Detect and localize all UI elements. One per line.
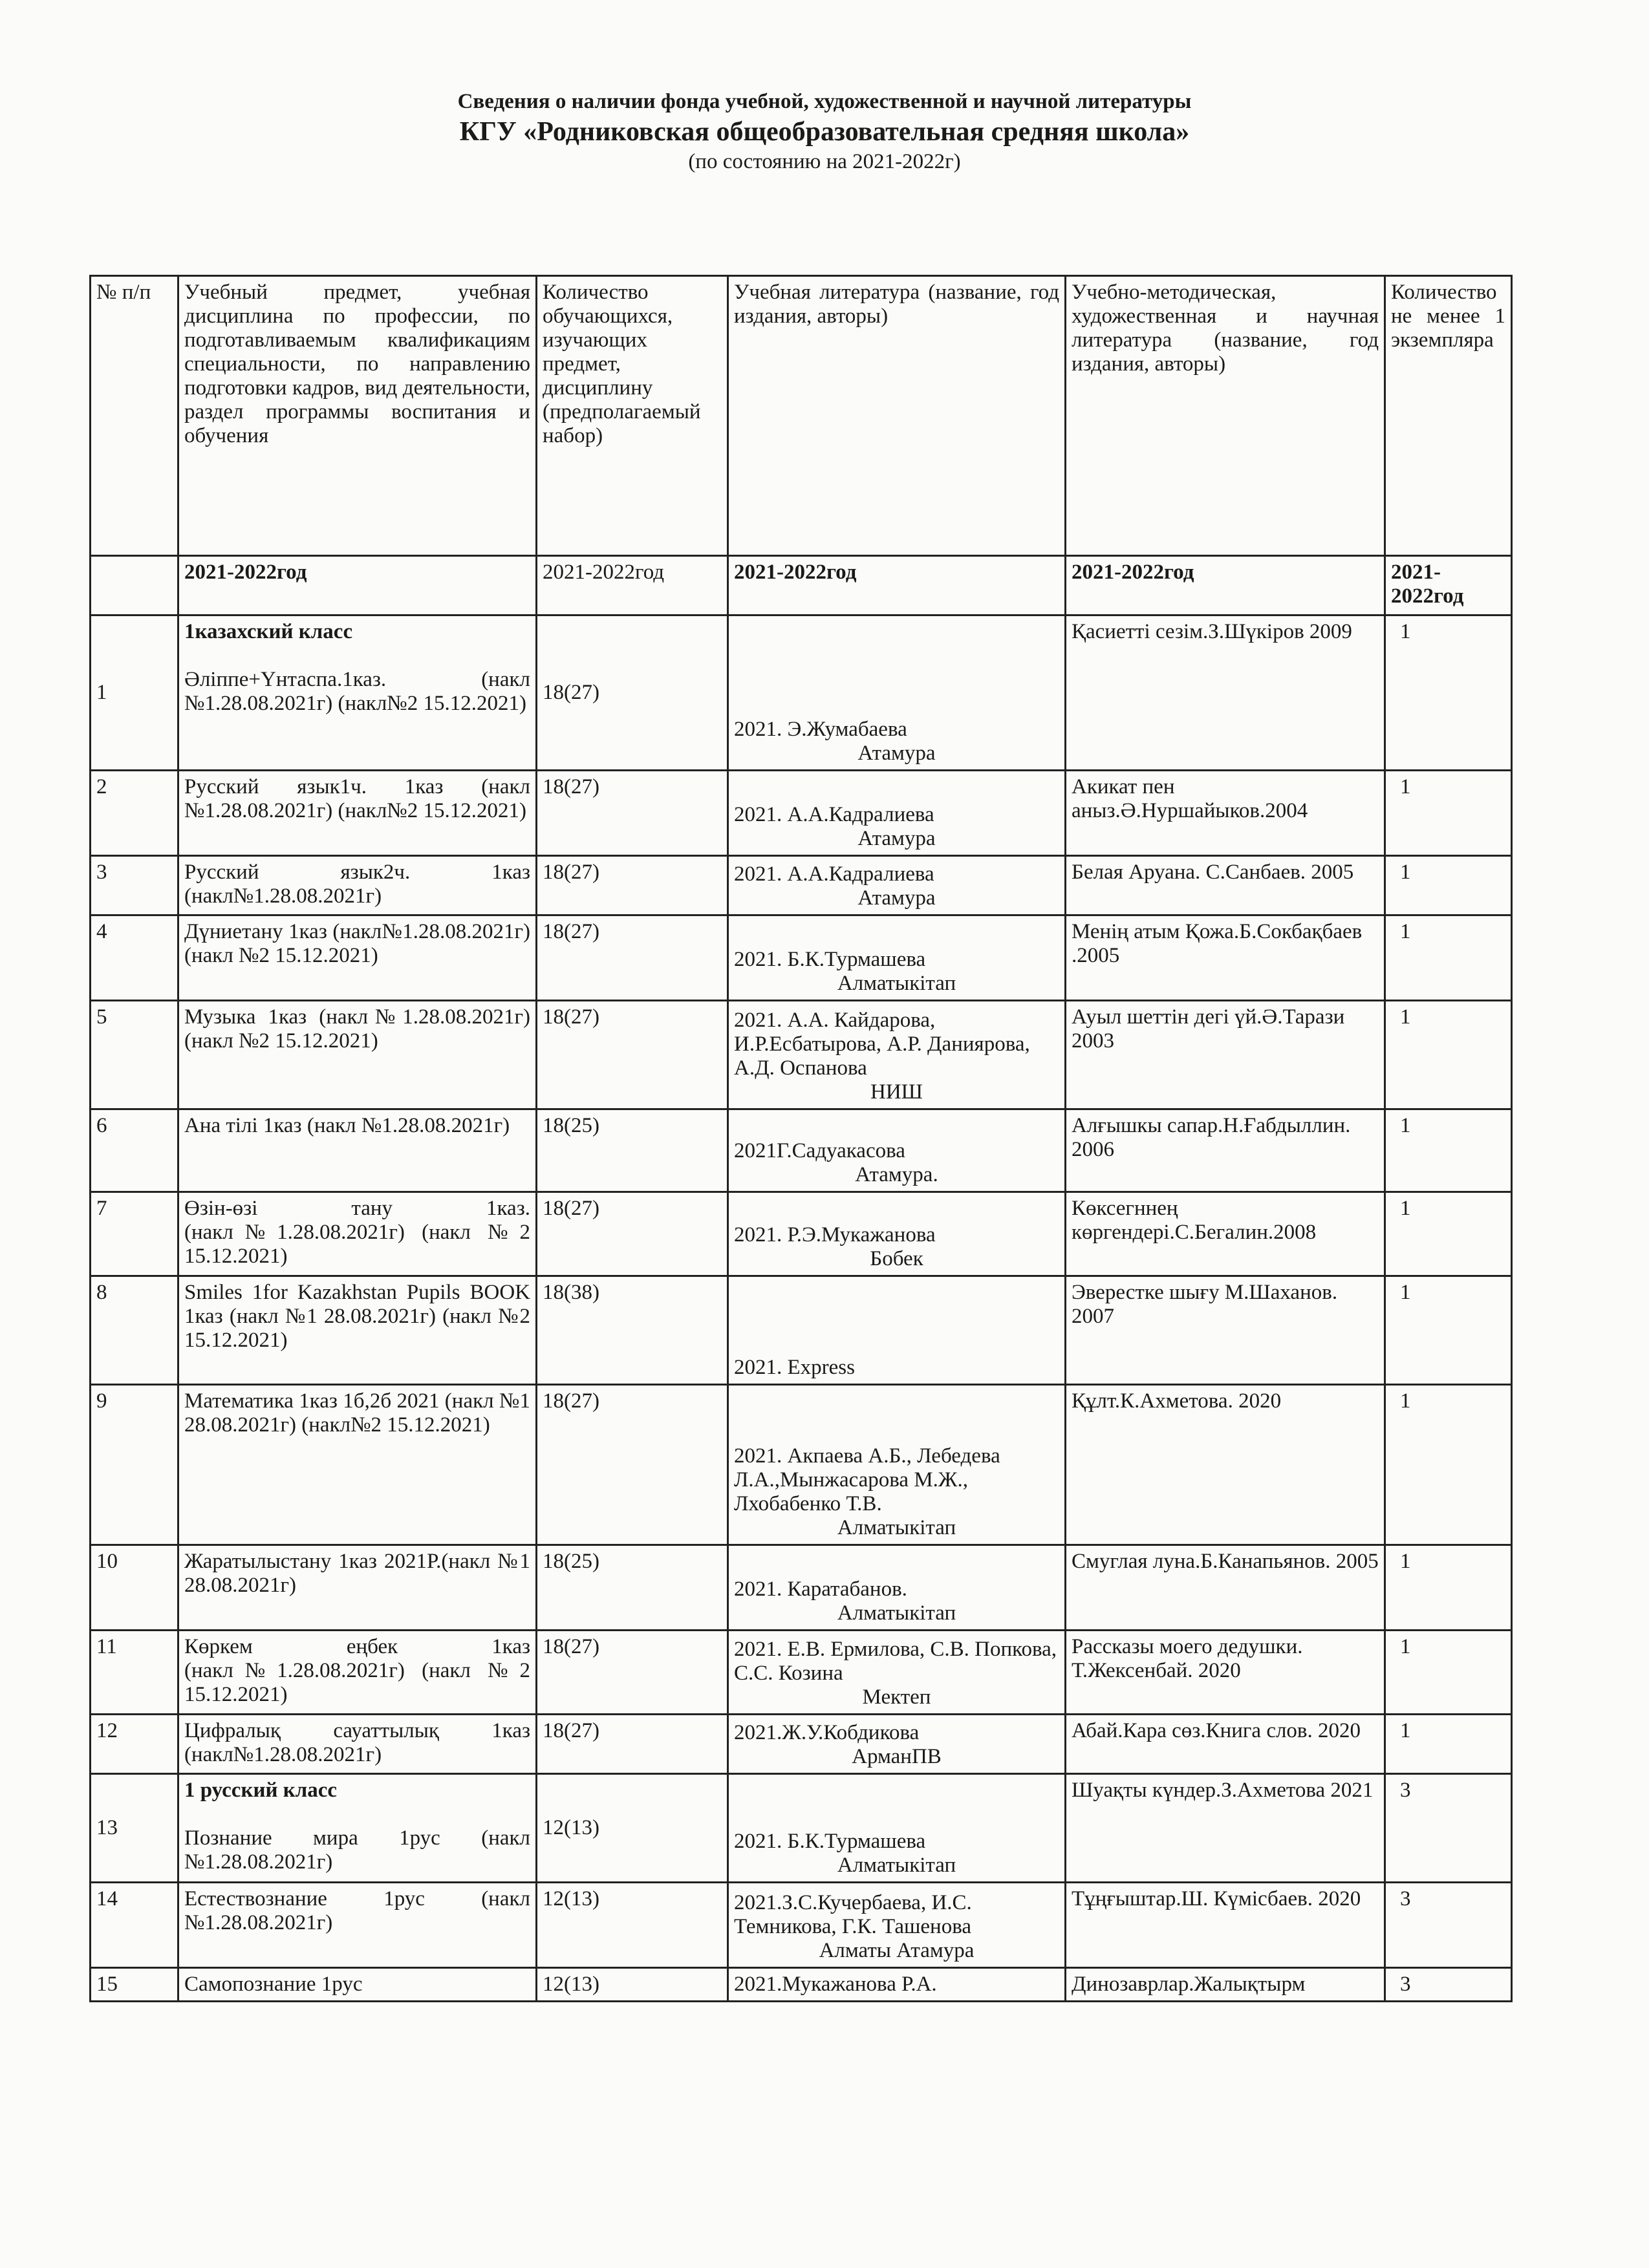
row-count	[1385, 615, 1512, 771]
subject-text: Естествознание 1рус (накл №1.28.08.2021г)	[184, 1887, 530, 1934]
row-num-value: 2	[96, 775, 107, 798]
row-count	[1385, 1968, 1512, 2002]
row-textbook	[728, 1001, 1066, 1109]
textbook-text: 2021. Б.К.Турмашева	[734, 948, 926, 971]
method-text: Рассказы моего дедушки. Т.Жексенбай. 2020	[1072, 1635, 1303, 1682]
row-method	[1066, 1774, 1385, 1883]
row-textbook	[728, 1774, 1066, 1883]
row-num-value: 12	[96, 1719, 118, 1742]
row-method	[1066, 1385, 1385, 1545]
row-count	[1385, 771, 1512, 856]
row-method	[1066, 1109, 1385, 1192]
row-textbook	[728, 771, 1066, 856]
students-value: 18(27)	[543, 1719, 599, 1742]
table-header-row	[91, 276, 1512, 556]
students-value: 18(27)	[543, 861, 599, 884]
table-row	[91, 1385, 1512, 1545]
header-textbook: Учебная литература (название, год издания, авторы)	[728, 276, 1066, 556]
count-value: 1	[1400, 1635, 1411, 1658]
method-text: Алғышкы сапар.Н.Ғабдыллин. 2006	[1072, 1114, 1351, 1161]
textbook-text: 2021. А.А. Кайдарова, И.Р.Есбатырова, А.Р. Даниярова, А.Д. Оспанова	[734, 1009, 1030, 1080]
section-title: 1казахский класс	[184, 620, 353, 643]
students-value: 18(27)	[543, 681, 599, 704]
table-row	[91, 1968, 1512, 2002]
row-textbook	[728, 1192, 1066, 1276]
row-textbook	[728, 915, 1066, 1001]
method-text: Шуақты күндер.З.Ахметова 2021	[1072, 1779, 1374, 1802]
publisher-text: Алматыкітап	[837, 972, 956, 995]
table-row	[91, 1631, 1512, 1715]
row-subject	[178, 1001, 537, 1109]
table-row	[91, 1545, 1512, 1631]
table-row	[91, 915, 1512, 1001]
year-empty	[91, 556, 178, 615]
row-students	[537, 615, 728, 771]
count-value: 3	[1400, 1779, 1411, 1802]
publisher-text: Атамура	[857, 886, 936, 910]
row-num	[91, 615, 178, 771]
students-value: 18(27)	[543, 920, 599, 943]
row-num-value: 5	[96, 1005, 107, 1029]
row-students	[537, 1631, 728, 1715]
textbook-text: 2021. Б.К.Турмашева	[734, 1830, 926, 1853]
row-textbook	[728, 1968, 1066, 2002]
row-num	[91, 1545, 178, 1631]
row-count	[1385, 1715, 1512, 1774]
row-num	[91, 915, 178, 1001]
row-num	[91, 1276, 178, 1385]
section-gap	[184, 644, 530, 668]
row-count	[1385, 1001, 1512, 1109]
row-subject	[178, 856, 537, 915]
row-subject	[178, 771, 537, 856]
row-method	[1066, 1715, 1385, 1774]
publisher-text: Бобек	[870, 1247, 923, 1270]
row-subject	[178, 1276, 537, 1385]
row-students	[537, 1001, 728, 1109]
textbook-text: 2021. Е.В. Ермилова, С.В. Попкова, С.С. Козина	[734, 1638, 1057, 1685]
row-subject	[178, 1968, 537, 2002]
year-count: 2021-2022год	[1385, 556, 1512, 615]
method-text: Смуглая луна.Б.Канапьянов. 2005	[1072, 1550, 1379, 1573]
row-count	[1385, 1276, 1512, 1385]
row-count	[1385, 1883, 1512, 1968]
count-value: 1	[1400, 620, 1411, 643]
row-method	[1066, 1001, 1385, 1109]
publisher-text: Алматы Атамура	[819, 1939, 975, 1962]
publisher-text: НИШ	[870, 1080, 923, 1104]
row-subject	[178, 1385, 537, 1545]
row-num	[91, 1192, 178, 1276]
row-num	[91, 1385, 178, 1545]
row-num-value: 15	[96, 1973, 118, 1996]
row-num-value: 3	[96, 861, 107, 884]
row-num-value: 14	[96, 1887, 118, 1910]
method-text: Динозаврлар.Жалықтырм	[1072, 1973, 1306, 1996]
section-gap	[184, 1803, 530, 1826]
count-value: 1	[1400, 1281, 1411, 1304]
textbook-text: 2021.З.С.Кучербаева, И.С. Темникова, Г.К. Ташенова	[734, 1891, 972, 1938]
row-students	[537, 856, 728, 915]
row-count	[1385, 1109, 1512, 1192]
row-num-value: 8	[96, 1281, 107, 1304]
row-students	[537, 1109, 728, 1192]
publisher-text: Мектеп	[862, 1685, 931, 1709]
subject-text: Дүниетану 1каз (накл№1.28.08.2021г) (накл №2 15.12.2021)	[184, 920, 530, 967]
count-value: 1	[1400, 1389, 1411, 1413]
textbook-text: 2021.Ж.У.Кобдикова	[734, 1721, 920, 1744]
count-value: 1	[1400, 1719, 1411, 1742]
row-students	[537, 915, 728, 1001]
row-num	[91, 1631, 178, 1715]
row-textbook	[728, 1883, 1066, 1968]
row-students	[537, 1968, 728, 2002]
row-method	[1066, 615, 1385, 771]
count-value: 1	[1400, 1005, 1411, 1029]
row-textbook	[728, 856, 1066, 915]
row-num	[91, 1883, 178, 1968]
students-value: 12(13)	[543, 1887, 599, 1910]
row-num-value: 7	[96, 1197, 107, 1220]
students-value: 18(27)	[543, 1635, 599, 1658]
row-subject	[178, 1883, 537, 1968]
row-num-value: 4	[96, 920, 107, 943]
publisher-text: АрманПВ	[852, 1745, 942, 1768]
method-text: Менің атым Қожа.Б.Сокбақбаев .2005	[1072, 920, 1363, 967]
header-subject: Учебный предмет, учебная дисциплина по профессии, по подготавливаемым квалификациям специальности, по направлению подготовки кадров, вид деятельности, раздел программы воспитания и обучения	[178, 276, 537, 556]
method-text: Ауыл шеттін дегі үй.Ә.Тарази 2003	[1072, 1005, 1345, 1053]
row-students	[537, 1192, 728, 1276]
row-count	[1385, 1774, 1512, 1883]
students-value: 18(25)	[543, 1114, 599, 1137]
row-subject	[178, 615, 537, 771]
row-count	[1385, 915, 1512, 1001]
count-value: 1	[1400, 1197, 1411, 1220]
table-row	[91, 1883, 1512, 1968]
subject-text: Русский язык1ч. 1каз (накл №1.28.08.2021г) (накл№2 15.12.2021)	[184, 775, 530, 822]
row-num-value: 11	[96, 1635, 117, 1658]
publisher-text: Алматыкітап	[837, 1516, 956, 1539]
header-count: Количество не менее 1 экземпляра	[1385, 276, 1512, 556]
students-value: 12(13)	[543, 1816, 599, 1839]
count-value: 1	[1400, 920, 1411, 943]
row-num-value: 10	[96, 1550, 118, 1573]
row-subject	[178, 1774, 537, 1883]
subject-text: Самопознание 1рус	[184, 1973, 363, 1996]
count-value: 1	[1400, 861, 1411, 884]
textbook-text: 2021. А.А.Кадралиева	[734, 803, 934, 826]
row-count	[1385, 1385, 1512, 1545]
section-title: 1 русский класс	[184, 1779, 338, 1802]
row-num	[91, 1774, 178, 1883]
method-text: Абай.Кара сөз.Книга слов. 2020	[1072, 1719, 1361, 1742]
count-value: 3	[1400, 1973, 1411, 1996]
publisher-text: Алматыкітап	[837, 1601, 956, 1625]
count-value: 1	[1400, 1114, 1411, 1137]
table-row	[91, 1715, 1512, 1774]
row-students	[537, 1715, 728, 1774]
publisher-text: Атамура.	[855, 1163, 938, 1186]
row-method	[1066, 1883, 1385, 1968]
year-method: 2021-2022год	[1066, 556, 1385, 615]
subject-text: Көркем еңбек 1каз (накл№1.28.08.2021г) (накл №2 15.12.2021)	[184, 1635, 530, 1706]
subject-text: Smiles 1for Kazakhstan Pupils BOOK 1каз (накл №1 28.08.2021г) (накл №2 15.12.2021)	[184, 1281, 530, 1352]
table-row	[91, 771, 1512, 856]
row-num	[91, 1715, 178, 1774]
table-row	[91, 856, 1512, 915]
subject-text: Русский язык2ч. 1каз (накл№1.28.08.2021г)	[184, 861, 530, 908]
publisher-text: Атамура	[857, 742, 936, 765]
textbook-text: 2021.Мукажанова Р.А.	[734, 1973, 937, 1996]
row-textbook	[728, 1385, 1066, 1545]
year-students: 2021-2022год	[537, 556, 728, 615]
row-textbook	[728, 1715, 1066, 1774]
method-text: Белая Аруана. С.Санбаев. 2005	[1072, 861, 1354, 884]
subject-text: Музыка 1каз (накл№1.28.08.2021г) (накл №2 15.12.2021)	[184, 1005, 530, 1053]
row-textbook	[728, 1631, 1066, 1715]
students-value: 12(13)	[543, 1973, 599, 1996]
count-value: 3	[1400, 1887, 1411, 1910]
table-row	[91, 615, 1512, 771]
header-num: № п/п	[91, 276, 178, 556]
subject-text: Математика 1каз 1б,2б 2021 (накл №1 28.08.2021г) (накл№2 15.12.2021)	[184, 1389, 530, 1437]
subject-text: Цифралық сауаттылық 1каз (накл№1.28.08.2021г)	[184, 1719, 530, 1766]
textbook-text: 2021. А.А.Кадралиева	[734, 862, 934, 886]
textbook-text: 2021. Каратабанов.	[734, 1578, 907, 1601]
header-line-3: (по состоянию на 2021-2022г)	[688, 150, 961, 173]
row-students	[537, 1276, 728, 1385]
count-value: 1	[1400, 775, 1411, 798]
method-text: Құлт.К.Ахметова. 2020	[1072, 1389, 1282, 1413]
method-text: Тұңғыштар.Ш. Күмісбаев. 2020	[1072, 1887, 1361, 1910]
row-num	[91, 1109, 178, 1192]
subject-text: Әліппе+Үнтаспа.1каз. (накл №1.28.08.2021г) (накл№2 15.12.2021)	[184, 668, 530, 715]
row-method	[1066, 1968, 1385, 2002]
row-students	[537, 1545, 728, 1631]
row-subject	[178, 1109, 537, 1192]
row-subject	[178, 1715, 537, 1774]
table-row	[91, 1774, 1512, 1883]
row-students	[537, 1385, 728, 1545]
table-row	[91, 1001, 1512, 1109]
textbook-text: 2021. Акпаева А.Б., Лебедева Л.А.,Мынжасарова М.Ж., Лхобабенко Т.В.	[734, 1444, 1000, 1515]
row-students	[537, 1883, 728, 1968]
publisher-text: Алматыкітап	[837, 1854, 956, 1877]
row-method	[1066, 1276, 1385, 1385]
method-text: Эверестке шығу М.Шаханов. 2007	[1072, 1281, 1338, 1328]
row-count	[1385, 856, 1512, 915]
subject-text: Познание мира 1рус (накл №1.28.08.2021г)	[184, 1826, 530, 1874]
row-textbook	[728, 1109, 1066, 1192]
subject-text: Ана тілі 1каз (накл №1.28.08.2021г)	[184, 1114, 510, 1137]
textbook-text: 2021. Э.Жумабаева	[734, 718, 907, 741]
count-value: 1	[1400, 1550, 1411, 1573]
table-row	[91, 1192, 1512, 1276]
row-count	[1385, 1545, 1512, 1631]
year-subject: 2021-2022год	[178, 556, 537, 615]
row-method	[1066, 771, 1385, 856]
table-row	[91, 1109, 1512, 1192]
header-students: Количество обучающихся, изучающих предмет, дисциплину (предполагаемый набор)	[537, 276, 728, 556]
row-num-value: 13	[96, 1816, 118, 1839]
row-num-value: 9	[96, 1389, 107, 1413]
method-text: Көксегннең көргендері.С.Бегалин.2008	[1072, 1197, 1317, 1244]
textbook-text: 2021Г.Садуакасова	[734, 1139, 905, 1162]
header-line-1: Сведения о наличии фонда учебной, художественной и научной литературы	[457, 90, 1192, 113]
row-num	[91, 1968, 178, 2002]
literature-table	[89, 275, 1513, 2002]
row-count	[1385, 1192, 1512, 1276]
row-method	[1066, 1631, 1385, 1715]
row-students	[537, 771, 728, 856]
students-value: 18(27)	[543, 1197, 599, 1220]
students-value: 18(38)	[543, 1281, 599, 1304]
row-method	[1066, 915, 1385, 1001]
row-subject	[178, 1545, 537, 1631]
document-header	[0, 87, 1649, 175]
textbook-text: 2021. Express	[734, 1356, 855, 1379]
students-value: 18(27)	[543, 775, 599, 798]
students-value: 18(27)	[543, 1005, 599, 1029]
row-num	[91, 771, 178, 856]
method-text: Қасиетті сезім.З.Шүкіров 2009	[1072, 620, 1352, 643]
subject-text: Жаратылыстану 1каз 2021Р.(накл №1 28.08.2021г)	[184, 1550, 530, 1597]
year-textbook: 2021-2022год	[728, 556, 1066, 615]
row-subject	[178, 1631, 537, 1715]
row-subject	[178, 915, 537, 1001]
row-method	[1066, 1192, 1385, 1276]
row-method	[1066, 856, 1385, 915]
row-num	[91, 1001, 178, 1109]
row-students	[537, 1774, 728, 1883]
row-subject	[178, 1192, 537, 1276]
students-value: 18(27)	[543, 1389, 599, 1413]
method-text: Акикат пен аныз.Ә.Нуршайыков.2004	[1072, 775, 1308, 822]
row-num-value: 1	[96, 681, 107, 704]
row-method	[1066, 1545, 1385, 1631]
publisher-text: Атамура	[857, 827, 936, 850]
row-textbook	[728, 1276, 1066, 1385]
header-method: Учебно-методическая, художественная и научная литература (название, год издания, авторы)	[1066, 276, 1385, 556]
table-year-row	[91, 556, 1512, 615]
subject-text: Өзін-өзі тану 1каз. (накл№1.28.08.2021г) (накл №2 15.12.2021)	[184, 1197, 530, 1268]
row-textbook	[728, 615, 1066, 771]
row-num	[91, 856, 178, 915]
students-value: 18(25)	[543, 1550, 599, 1573]
textbook-text: 2021. Р.Э.Мукажанова	[734, 1223, 936, 1246]
row-textbook	[728, 1545, 1066, 1631]
header-line-2: КГУ «Родниковская общеобразовательная средняя школа»	[459, 117, 1190, 147]
row-count	[1385, 1631, 1512, 1715]
row-num-value: 6	[96, 1114, 107, 1137]
table-row	[91, 1276, 1512, 1385]
